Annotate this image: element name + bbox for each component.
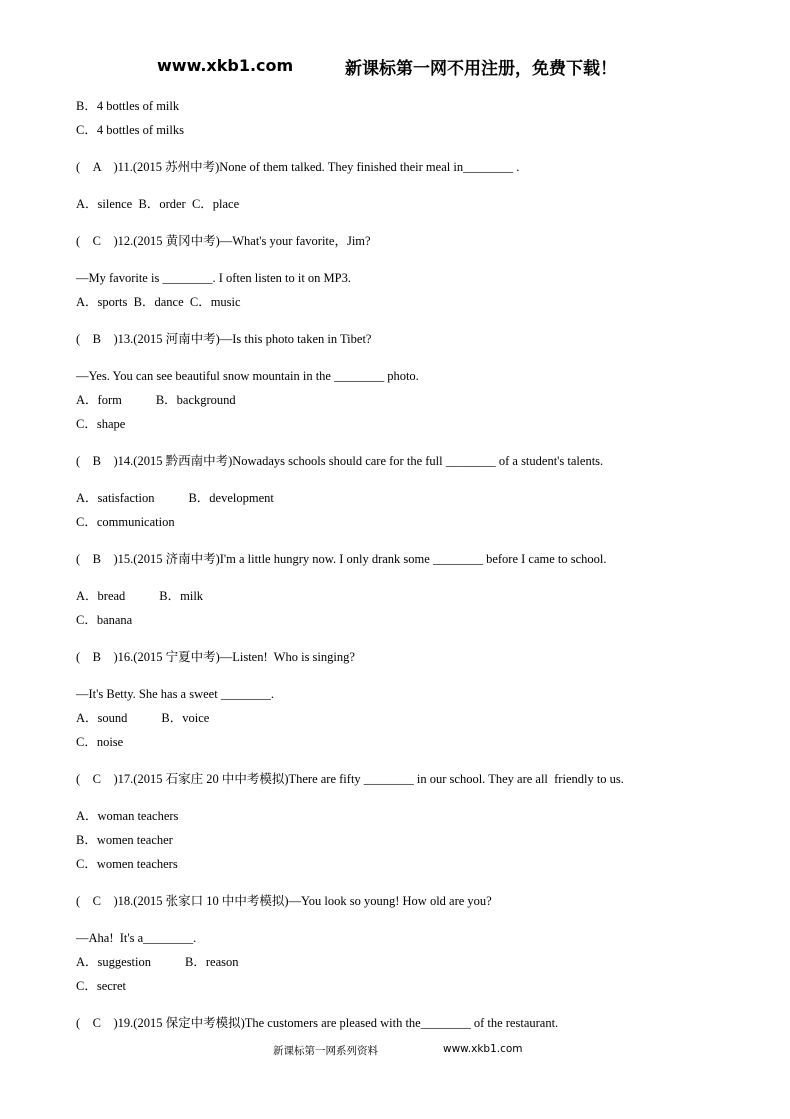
header-site-url: www.xkb1.com xyxy=(157,56,294,75)
options-16 xyxy=(76,706,716,730)
question-18: ( C )18.(2015 张家口 10 中中考模拟)—You look so young! How old are you? xyxy=(76,894,492,908)
footer-label: 新课标第一网系列资料 xyxy=(273,1045,378,1057)
option-a: A．woman teachers xyxy=(76,809,179,823)
option-b: B．women teacher xyxy=(76,833,173,847)
option-b: B．milk xyxy=(159,589,204,603)
header-slogan: 新课标第一网不用注册，免费下载！ xyxy=(345,59,617,79)
question-15: ( B )15.(2015 济南中考)I'm a little hungry now. I only drank some ________ before I came to school. xyxy=(76,552,607,566)
question-content xyxy=(76,94,716,1035)
dialogue-line: —My favorite is ________. I often listen to it on MP3. xyxy=(76,271,351,285)
option-c: C．banana xyxy=(76,613,133,627)
option-line: C．4 bottles of milks xyxy=(76,123,184,137)
question-12: ( C )12.(2015 黄冈中考)—What's your favorite，Jim? xyxy=(76,234,371,248)
option-b: B．background xyxy=(155,393,236,407)
dialogue-line: —Yes. You can see beautiful snow mountain in the ________ photo. xyxy=(76,369,419,383)
question-19: ( C )19.(2015 保定中考模拟)The customers are pleased with the________ of the restaurant. xyxy=(76,1016,559,1030)
options-11: A．silence B．order C．place xyxy=(76,197,240,211)
options-15 xyxy=(76,584,716,608)
option-a: A．sound xyxy=(76,711,128,725)
footer-site-url: www.xkb1.com xyxy=(443,1043,523,1055)
options-12: A．sports B．dance C．music xyxy=(76,295,241,309)
option-c: C．noise xyxy=(76,735,124,749)
question-11: ( A )11.(2015 苏州中考)None of them talked. They finished their meal in________ . xyxy=(76,160,520,174)
options-14 xyxy=(76,486,716,510)
option-c: C．women teachers xyxy=(76,857,178,871)
question-13: ( B )13.(2015 河南中考)—Is this photo taken in Tibet? xyxy=(76,332,372,346)
option-c: C．shape xyxy=(76,417,126,431)
dialogue-line: —Aha! It's a________. xyxy=(76,931,197,945)
option-b: B．voice xyxy=(161,711,210,725)
question-16: ( B )16.(2015 宁夏中考)—Listen! Who is singing? xyxy=(76,650,355,664)
question-17: ( C )17.(2015 石家庄 20 中中考模拟)There are fifty ________ in our school. They are all friendly to us. xyxy=(76,772,624,786)
option-a: A．form xyxy=(76,393,122,407)
option-a: A．bread xyxy=(76,589,126,603)
option-b: B．reason xyxy=(185,955,239,969)
options-18 xyxy=(76,950,716,974)
dialogue-line: —It's Betty. She has a sweet ________. xyxy=(76,687,274,701)
options-13 xyxy=(76,388,716,412)
question-14: ( B )14.(2015 黔西南中考)Nowadays schools should care for the full ________ of a student's talents. xyxy=(76,454,604,468)
option-c: C．secret xyxy=(76,979,126,993)
option-a: A．satisfaction xyxy=(76,491,155,505)
option-c: C．communication xyxy=(76,515,175,529)
option-b: B．development xyxy=(188,491,274,505)
page-header xyxy=(0,52,790,78)
option-line: B．4 bottles of milk xyxy=(76,99,180,113)
option-a: A．suggestion xyxy=(76,955,152,969)
